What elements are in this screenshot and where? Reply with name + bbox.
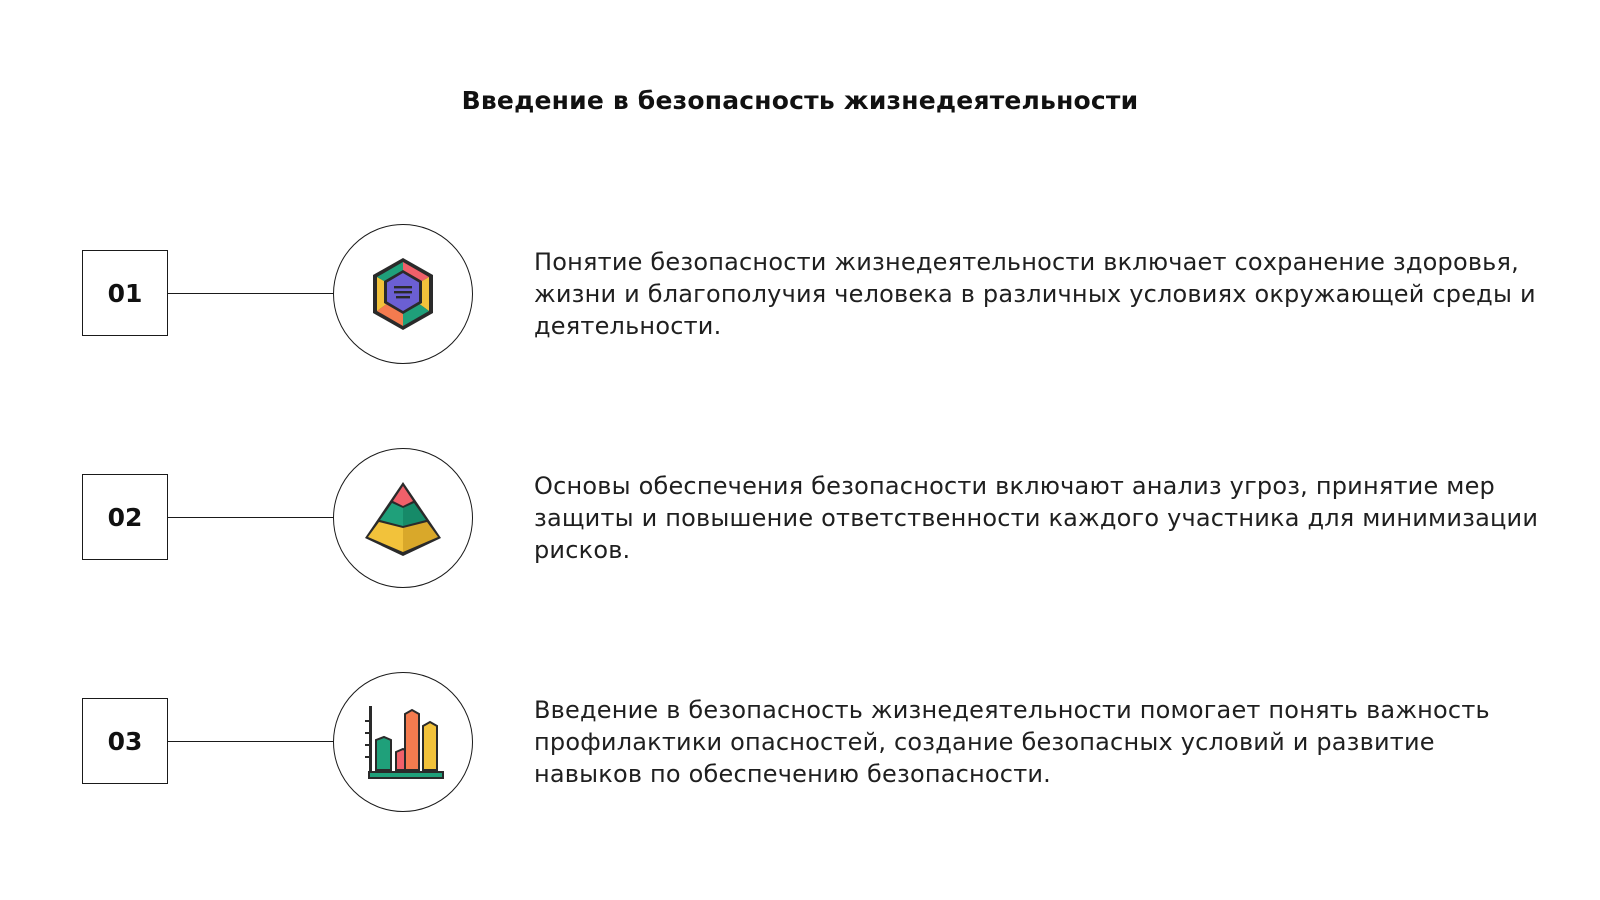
bar-chart-icon bbox=[361, 700, 445, 784]
slide-title: Введение в безопасность жизнедеятельности bbox=[461, 86, 1139, 115]
icon-circle bbox=[333, 448, 473, 588]
step-description: Введение в безопасность жизнедеятельности помогает понять важность профилактики опасностей, создание безопасных условий и развитие навыков по обеспечению безопасности. bbox=[534, 696, 1490, 788]
hexagon-document-icon bbox=[361, 252, 445, 336]
step-description: Основы обеспечения безопасности включают анализ угроз, принятие мер защиты и повышение ответственности каждого участника для минимизации рисков. bbox=[534, 472, 1539, 564]
step-02 bbox=[0, 448, 1600, 588]
connector-line bbox=[168, 741, 334, 742]
step-03 bbox=[0, 672, 1600, 812]
icon-circle bbox=[333, 672, 473, 812]
step-number-box: 01 bbox=[82, 250, 168, 336]
connector-line bbox=[168, 293, 334, 294]
step-number-box: 02 bbox=[82, 474, 168, 560]
connector-line bbox=[168, 517, 334, 518]
step-number-box: 03 bbox=[82, 698, 168, 784]
step-description: Понятие безопасности жизнедеятельности включает сохранение здоровья, жизни и благополучия человека в различных условиях окружающей среды и деятельности. bbox=[534, 248, 1536, 340]
pyramid-icon bbox=[361, 476, 445, 560]
icon-circle bbox=[333, 224, 473, 364]
step-01 bbox=[0, 224, 1600, 364]
